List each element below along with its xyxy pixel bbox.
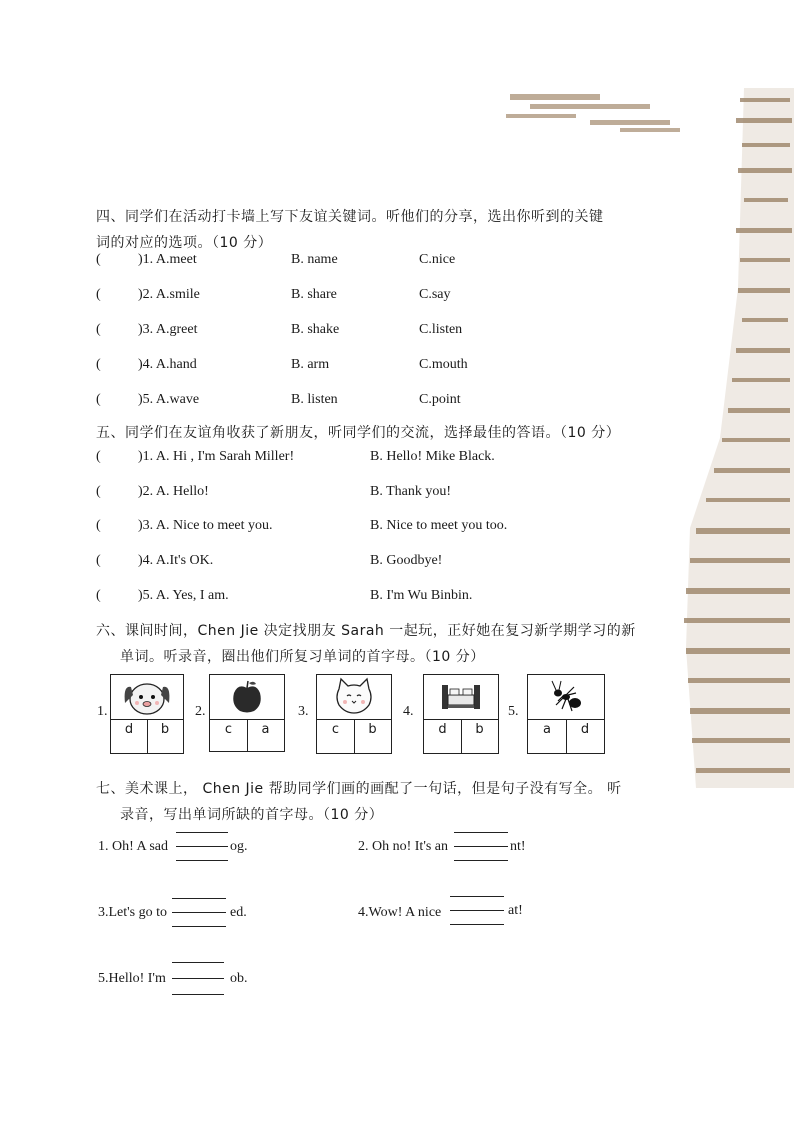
cat-face-icon [317,675,391,719]
answer-paren[interactable]: ( [96,287,101,302]
question-row [96,553,536,573]
question-row [96,357,496,377]
question-row [96,449,536,469]
option-b: B. I'm Wu Binbin. [370,588,473,603]
option-a: )4. A.hand [138,357,197,372]
question-row [96,252,496,272]
answer-paren[interactable]: ( [96,518,101,533]
option-c: C.say [419,287,451,302]
answer-paren[interactable]: ( [96,449,101,464]
answer-paren[interactable]: ( [96,588,101,603]
blank-line [454,860,508,861]
option-b: B. Hello! Mike Black. [370,449,495,464]
question-row [96,287,496,307]
blank-line[interactable] [454,846,508,847]
option-b: B. Goodbye! [370,553,443,568]
blank-line [172,898,226,899]
section6-title-line2: 单词。听录音，圈出他们所复习单词的首字母。（10 分） [120,649,485,665]
question-row [96,588,536,608]
picture-box [423,674,499,754]
blank-line [172,994,224,995]
question-row [96,518,536,538]
option-b: B. Nice to meet you too. [370,518,508,533]
answer-paren[interactable]: ( [96,322,101,337]
blank-line [172,926,226,927]
option-a: )2. A. Hello! [138,484,209,499]
blank-line [454,832,508,833]
letter-option[interactable]: a [543,722,551,737]
question-row [96,392,496,412]
fill-item-3-before: 3.Let's go to [98,905,168,920]
blank-line [176,860,228,861]
answer-paren[interactable]: ( [96,484,101,499]
option-c: C.listen [419,322,463,337]
letter-option[interactable]: d [580,722,590,737]
letter-option[interactable]: c [331,722,340,737]
blank-line [172,962,224,963]
option-b: B. name [291,252,338,267]
option-a: )3. A. Nice to meet you. [138,518,273,533]
ant-icon [528,675,604,719]
option-b: B. shake [291,322,340,337]
option-a: )4. A.It's OK. [138,553,214,568]
blank-line [450,924,504,925]
picture-item-number: 4. [403,704,414,719]
fill-item-1-after: og. [230,839,248,854]
option-a: )1. A.meet [138,252,197,267]
question-row [96,484,536,504]
letter-option[interactable]: d [438,722,447,737]
option-a: )2. A.smile [138,287,200,302]
section5-title: 五、同学们在友谊角收获了新朋友，听同学们的交流，选择最佳的答语。（10 分） [96,425,621,441]
picture-item-number: 5. [508,704,519,719]
fill-item-3-after: ed. [230,905,247,920]
fill-item-4-after: at! [508,903,523,918]
answer-paren[interactable]: ( [96,357,101,372]
section7-title-line1: 七、美术课上， Chen Jie 帮助同学们画的画配了一句话，但是句子没有写全。 听 [96,781,622,797]
section6-title-line1: 六、课间时间，Chen Jie 决定找朋友 Sarah 一起玩，正好她在复习新学期学习的新 [96,623,636,639]
blank-line [450,896,504,897]
picture-item-number: 2. [195,704,206,719]
section4-title: 四、同学们在活动打卡墙上写下友谊关键词。听他们的分享，选出你听到的关键词的对应的选项。（10 分） [96,209,604,251]
letter-option[interactable]: a [261,722,270,737]
fill-item-5-before: 5.Hello! I'm [98,971,166,986]
option-a: )1. A. Hi , I'm Sarah Miller! [138,449,295,464]
apple-icon [210,675,284,719]
fill-item-2-after: nt! [510,839,526,854]
letter-option[interactable]: d [124,722,134,737]
option-b: B. Thank you! [370,484,452,499]
picture-box [316,674,392,754]
blank-line[interactable] [172,978,224,979]
option-b: B. listen [291,392,338,407]
letter-option[interactable]: c [224,722,233,737]
option-a: )5. A.wave [138,392,200,407]
answer-paren[interactable]: ( [96,252,101,267]
option-b: B. share [291,287,337,302]
letter-option[interactable]: b [475,722,484,737]
picture-box [209,674,285,752]
section7-title-line2: 录音，写出单词所缺的首字母。（10 分） [120,807,384,823]
option-c: C.mouth [419,357,468,372]
picture-box [110,674,184,754]
question-row [96,322,496,342]
blank-line[interactable] [176,846,228,847]
answer-paren[interactable]: ( [96,392,101,407]
option-c: C.point [419,392,461,407]
picture-item-number: 3. [298,704,309,719]
letter-option[interactable]: b [160,722,170,737]
letter-option[interactable]: b [368,722,377,737]
option-c: C.nice [419,252,456,267]
fill-item-4-before: 4.Wow! A nice [358,905,442,920]
option-a: )3. A.greet [138,322,198,337]
blank-line[interactable] [172,912,226,913]
option-a: )5. A. Yes, I am. [138,588,229,603]
fill-item-5-after: ob. [230,971,248,986]
picture-item-number: 1. [97,704,108,719]
blank-line [176,832,228,833]
picture-box [527,674,605,754]
answer-paren[interactable]: ( [96,553,101,568]
option-b: B. arm [291,357,330,372]
bed-icon [424,675,498,719]
blank-line[interactable] [450,910,504,911]
dog-face-icon [111,675,183,719]
fill-item-2-before: 2. Oh no! It's an [358,839,449,854]
fill-item-1-before: 1. Oh! A sad [98,839,168,854]
